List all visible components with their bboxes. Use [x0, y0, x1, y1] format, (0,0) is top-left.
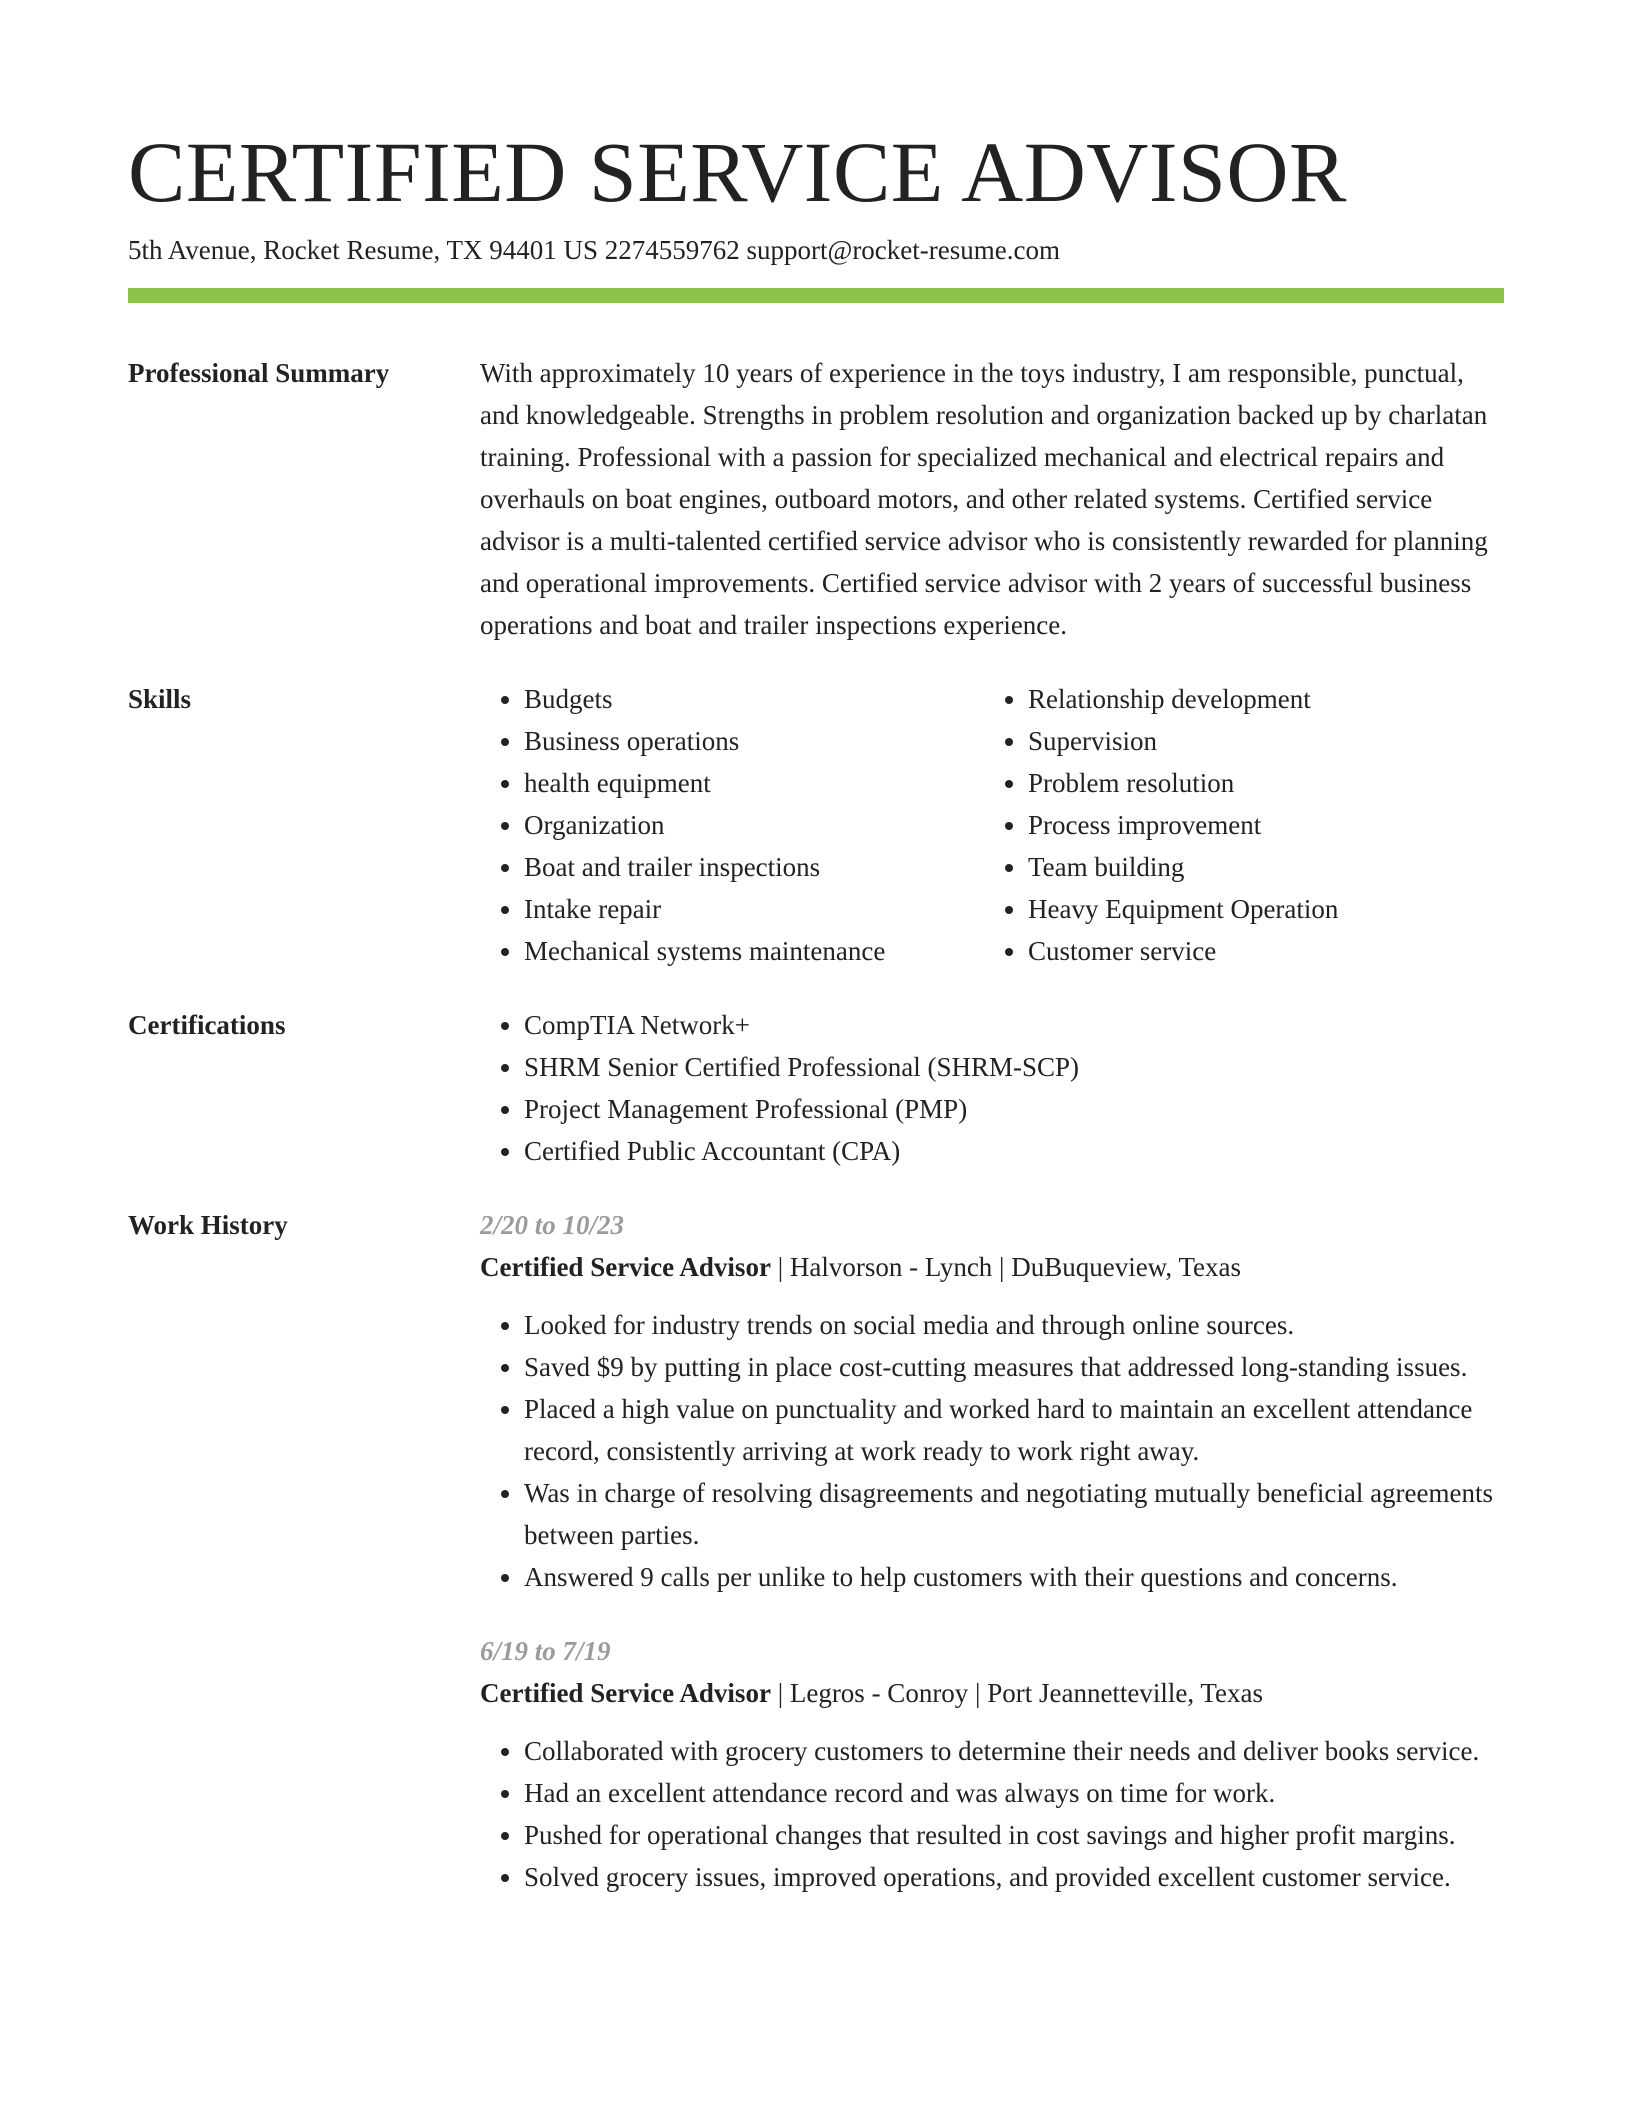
job-bullet: • Answered 9 calls per unlike to help customers with their questions and concerns. — [524, 1556, 1504, 1598]
resume-name: CERTIFIED SERVICE ADVISOR — [128, 124, 1347, 220]
skill-item: • Heavy Equipment Operation — [1028, 888, 1488, 930]
skill-item: • health equipment — [524, 762, 984, 804]
skill-item: • Intake repair — [524, 888, 984, 930]
job-entry — [480, 1204, 1504, 1598]
job-bullet: • Collaborated with grocery customers to determine their needs and deliver books service. — [524, 1730, 1504, 1772]
skill-item: • Supervision — [1028, 720, 1488, 762]
job-bullet: • Placed a high value on punctuality and worked hard to maintain an excellent attendance record, consistently arriving at work ready to work right away. — [524, 1388, 1504, 1472]
work-history-body — [480, 1204, 1504, 1898]
job-bullet: • Pushed for operational changes that resulted in cost savings and higher profit margins. — [524, 1814, 1504, 1856]
job-dates: 2/20 to 10/23 — [480, 1210, 625, 1240]
section-label-certifications: Certifications — [128, 1010, 286, 1040]
job-bullet: • Saved $9 by putting in place cost-cutting measures that addressed long-standing issues. — [524, 1346, 1504, 1388]
certifications-section — [128, 1004, 1504, 1172]
certifications-body — [480, 1004, 1504, 1172]
summary-text: With approximately 10 years of experience in the toys industry, I am responsible, punctual, and knowledgeable. Strengths in problem resolution and organization backed up by charlatan training. Professional with a passion for specialized mechanical and electrical repairs and overhauls on boat engines, outboard motors, and other related systems. Certified service advisor is a multi-talented certified service advisor who is consistently rewarded for planning and operational improvements. Certified service advisor with 2 years of successful business operations and boat and trailer inspections experience. — [480, 358, 1488, 640]
job-details: | Halvorson - Lynch | DuBuqueview, Texas — [770, 1252, 1242, 1282]
skill-item: • Mechanical systems maintenance — [524, 930, 984, 972]
resume-page — [128, 0, 1504, 1898]
certification-item: • Certified Public Accountant (CPA) — [524, 1130, 1504, 1172]
skill-item: • Budgets — [524, 678, 984, 720]
skill-item: • Customer service — [1028, 930, 1488, 972]
job-bullet: • Had an excellent attendance record and was always on time for work. — [524, 1772, 1504, 1814]
job-bullets — [480, 1304, 1504, 1598]
job-title: Certified Service Advisor — [480, 1252, 771, 1282]
job-entry — [480, 1630, 1504, 1898]
skills-section — [128, 678, 1504, 972]
certification-item: • CompTIA Network+ — [524, 1004, 1504, 1046]
accent-divider — [128, 288, 1504, 303]
skills-list-right — [984, 678, 1488, 972]
job-dates: 6/19 to 7/19 — [480, 1636, 611, 1666]
job-bullet: • Solved grocery issues, improved operations, and provided excellent customer service. — [524, 1856, 1504, 1898]
section-label-work-history: Work History — [128, 1210, 288, 1240]
section-label-skills: Skills — [128, 684, 192, 714]
job-bullets — [480, 1730, 1504, 1898]
contact-line: 5th Avenue, Rocket Resume, TX 94401 US 2274559762 support@rocket-resume.com — [128, 235, 1060, 265]
certifications-list — [480, 1004, 1504, 1172]
skill-item: • Business operations — [524, 720, 984, 762]
job-title-line — [480, 1672, 1504, 1714]
job-title-line — [480, 1246, 1504, 1288]
job-bullet: • Looked for industry trends on social media and through online sources. — [524, 1304, 1504, 1346]
skill-item: • Boat and trailer inspections — [524, 846, 984, 888]
certification-item: • Project Management Professional (PMP) — [524, 1088, 1504, 1130]
job-bullet: • Was in charge of resolving disagreements and negotiating mutually beneficial agreements between parties. — [524, 1472, 1504, 1556]
summary-section — [128, 352, 1504, 646]
skills-list-left — [480, 678, 984, 972]
job-details: | Legros - Conroy | Port Jeannetteville, Texas — [770, 1678, 1264, 1708]
skill-item: • Team building — [1028, 846, 1488, 888]
skill-item: • Organization — [524, 804, 984, 846]
certification-item: • SHRM Senior Certified Professional (SHRM-SCP) — [524, 1046, 1504, 1088]
skills-body — [480, 678, 1504, 972]
job-title: Certified Service Advisor — [480, 1678, 771, 1708]
skills-columns — [480, 678, 1504, 972]
work-history-section — [128, 1204, 1504, 1898]
skill-item: • Problem resolution — [1028, 762, 1488, 804]
skill-item: • Process improvement — [1028, 804, 1488, 846]
skill-item: • Relationship development — [1028, 678, 1488, 720]
section-label-summary: Professional Summary — [128, 358, 390, 388]
